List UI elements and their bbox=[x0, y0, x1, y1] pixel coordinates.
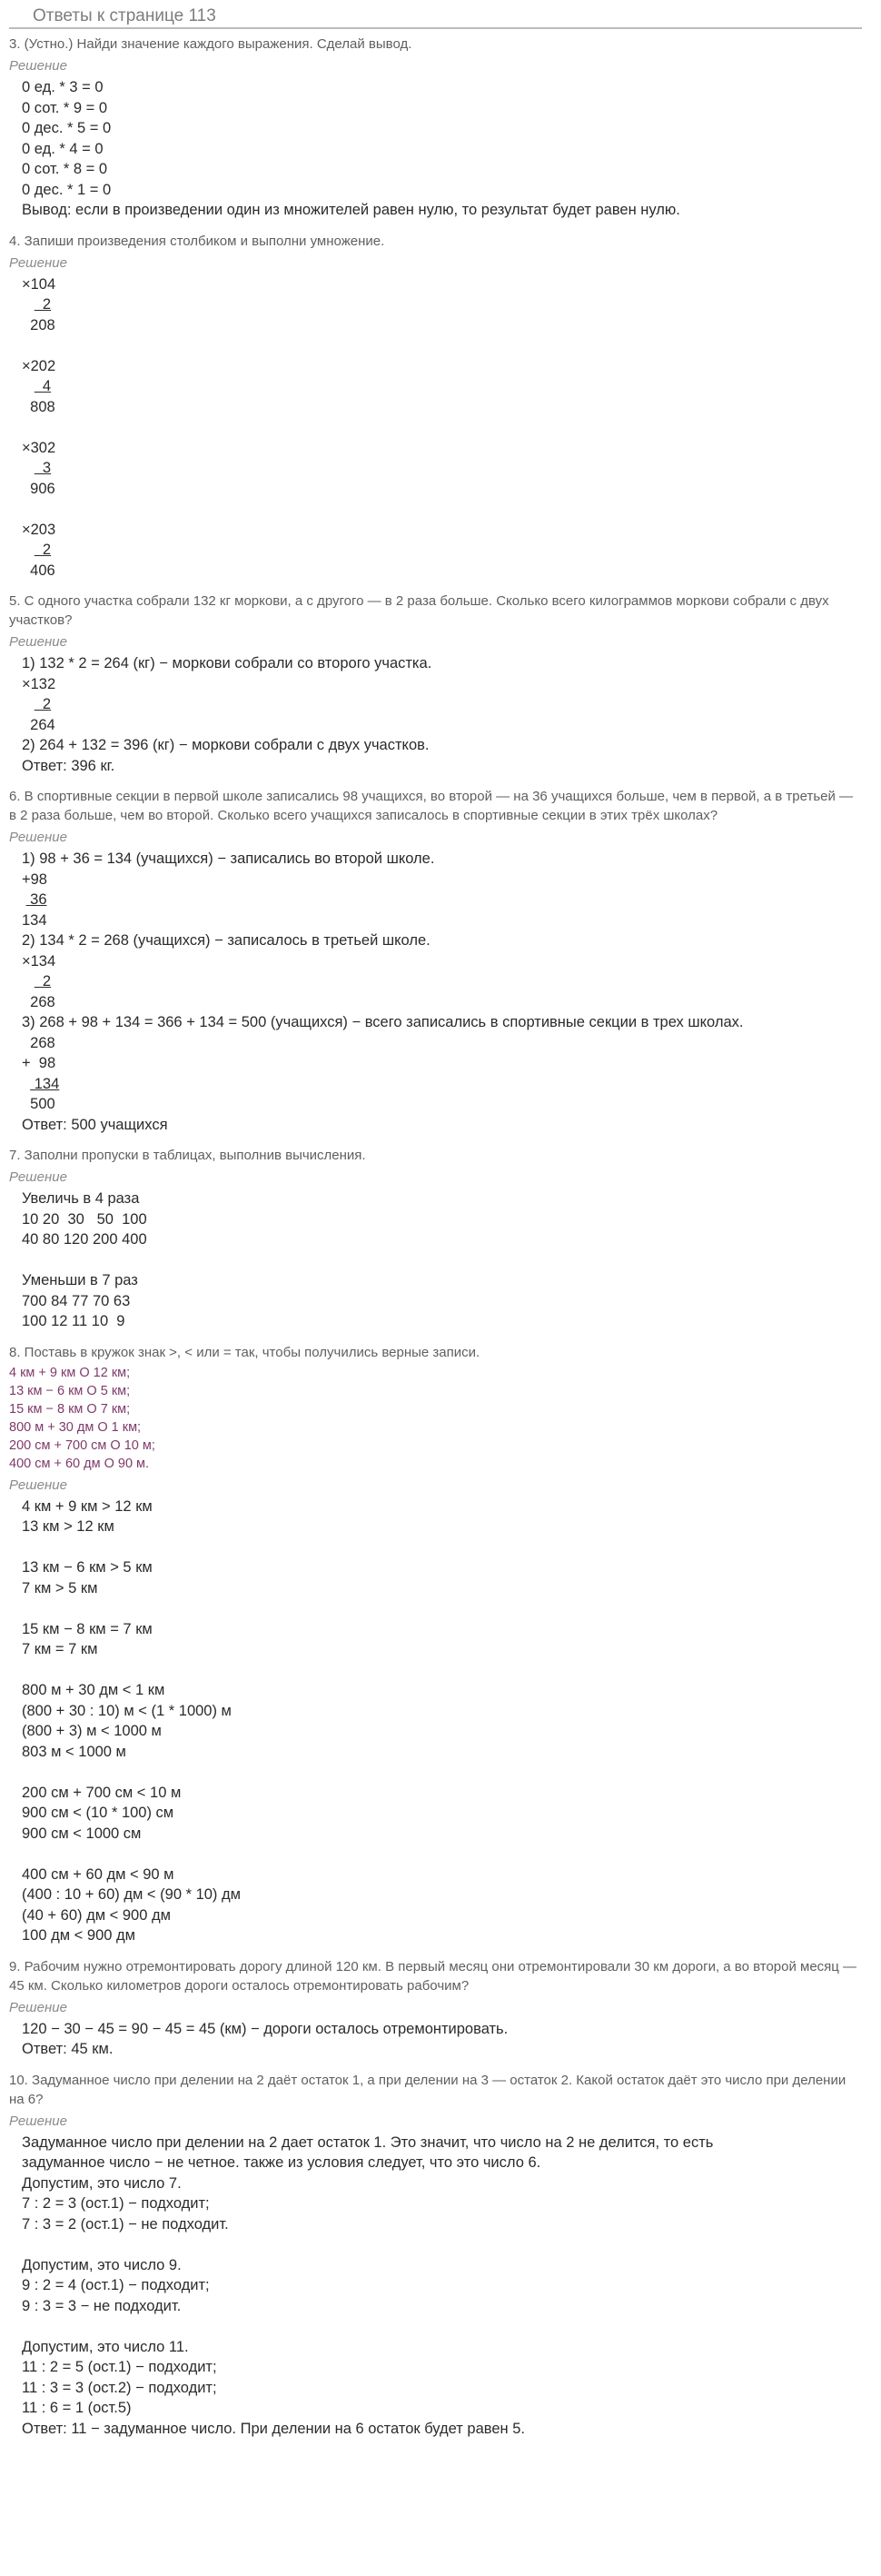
solution-line: 9 : 2 = 4 (ост.1) − подходит; bbox=[22, 2277, 210, 2293]
solution-line: 900 см < 1000 см bbox=[22, 1825, 142, 1842]
solution-line: ×202 bbox=[22, 357, 56, 374]
expression-item: 4 км + 9 км O 12 км; bbox=[9, 1365, 131, 1380]
solution-line bbox=[22, 335, 862, 356]
task-block bbox=[9, 1343, 862, 1946]
solution-line: 0 сот. * 8 = 0 bbox=[22, 161, 108, 177]
solution-line bbox=[22, 1074, 862, 1095]
solution-line bbox=[22, 1844, 862, 1865]
task-question: 8. Поставь в кружок знак >, < или = так, чтобы получились верные записи. bbox=[9, 1344, 480, 1360]
solution-line: 906 bbox=[22, 480, 55, 497]
solution-line: 7 км = 7 км bbox=[22, 1641, 98, 1657]
underlined-operand: 2 bbox=[34, 296, 52, 313]
operand-indent bbox=[22, 973, 35, 990]
solution-line: 100 дм < 900 дм bbox=[22, 1927, 135, 1944]
solution-line: 0 ед. * 3 = 0 bbox=[22, 79, 104, 95]
solution-line: 1) 132 * 2 = 264 (кг) − моркови собрали со второго участка. bbox=[22, 655, 432, 671]
solution-line bbox=[22, 540, 862, 561]
solution-line: 2) 134 * 2 = 268 (учащихся) − записалось в третьей школе. bbox=[22, 932, 431, 949]
solution-line: ×203 bbox=[22, 521, 56, 538]
solution-line bbox=[22, 1762, 862, 1783]
expression-item: 15 км − 8 км O 7 км; bbox=[9, 1401, 131, 1417]
solution-line bbox=[22, 376, 862, 397]
solution-line: Ответ: 45 км. bbox=[22, 2041, 114, 2057]
solution-line: Задуманное число при делении на 2 дает остаток 1. Это значит, что число на 2 не делится, то есть bbox=[22, 2133, 714, 2151]
underlined-operand: 36 bbox=[25, 891, 47, 908]
solution-line: 100 12 11 10 9 bbox=[22, 1313, 125, 1329]
solution-label: Решение bbox=[9, 830, 67, 845]
solution-label: Решение bbox=[9, 2113, 67, 2129]
solution-line bbox=[22, 1537, 862, 1558]
task-question: 5. С одного участка собрали 132 кг моркови, а с другого — в 2 раза больше. Сколько всего килограммов моркови собрали с двух участков? bbox=[9, 593, 829, 628]
solution-body bbox=[9, 77, 862, 221]
solution-line: 803 м < 1000 м bbox=[22, 1743, 126, 1760]
solution-label: Решение bbox=[9, 254, 67, 271]
operand-indent bbox=[22, 1076, 30, 1092]
solution-line: 0 сот. * 9 = 0 bbox=[22, 99, 108, 116]
solution-line: 7 км > 5 км bbox=[22, 1579, 98, 1596]
expression-list bbox=[9, 1364, 862, 1473]
task-question: 9. Рабочим нужно отремонтировать дорогу длиной 120 км. В первый месяц они отремонтировали 30 км дороги, а во второй месяц — 45 км. Сколько километров дороги осталось отремонтировать рабочим? bbox=[9, 1958, 857, 1994]
solution-line: ×132 bbox=[22, 675, 56, 692]
solution-line: 0 дес. * 5 = 0 bbox=[22, 120, 112, 136]
solution-line: 406 bbox=[22, 562, 55, 579]
solution-line: (400 : 10 + 60) дм < (90 * 10) дм bbox=[22, 1886, 241, 1903]
solution-line bbox=[22, 1598, 862, 1619]
solution-line: 7 : 3 = 2 (ост.1) − не подходит. bbox=[22, 2215, 229, 2233]
solution-body bbox=[9, 2019, 862, 2060]
solution-line: 264 bbox=[22, 716, 55, 733]
task-block bbox=[9, 2071, 862, 2440]
solution-line: 0 дес. * 1 = 0 bbox=[22, 181, 112, 198]
task-question: 3. (Устно.) Найди значение каждого выражения. Сделай вывод. bbox=[9, 36, 412, 52]
solution-line: Увеличь в 4 раза bbox=[22, 1190, 140, 1207]
solution-line bbox=[22, 294, 862, 315]
solution-line: 200 см + 700 см < 10 м bbox=[22, 1784, 182, 1801]
solution-line: Вывод: если в произведении один из множителей равен нулю, то результат будет равен нулю. bbox=[22, 202, 680, 218]
page-header bbox=[9, 4, 862, 29]
solution-line: 13 км − 6 км > 5 км bbox=[22, 1559, 153, 1576]
solution-body bbox=[9, 274, 862, 582]
expression-item: 200 см + 700 см O 10 м; bbox=[9, 1437, 155, 1453]
underlined-operand: 2 bbox=[34, 696, 52, 712]
solution-line: задуманное число − не четное. также из условия следует, что это число 6. bbox=[22, 2154, 541, 2171]
solution-line: ×134 bbox=[22, 952, 56, 970]
solution-line: 11 : 3 = 3 (ост.2) − подходит; bbox=[22, 2379, 217, 2396]
solution-line: 4 км + 9 км > 12 км bbox=[22, 1497, 153, 1515]
task-block bbox=[9, 232, 862, 582]
solution-line: ×104 bbox=[22, 275, 56, 293]
solution-line: 800 м + 30 дм < 1 км bbox=[22, 1682, 165, 1698]
solution-line: 500 bbox=[22, 1096, 55, 1112]
solution-line: (800 + 30 : 10) м < (1 * 1000) м bbox=[22, 1702, 232, 1719]
solution-body bbox=[9, 1497, 862, 1946]
solution-line: 808 bbox=[22, 398, 55, 415]
solution-label: Решение bbox=[9, 1169, 67, 1185]
solution-line bbox=[22, 2234, 862, 2255]
expression-item: 13 км − 6 км O 5 км; bbox=[9, 1383, 131, 1398]
solution-line: Допустим, это число 7. bbox=[22, 2174, 182, 2192]
solution-body bbox=[9, 1189, 862, 1332]
solution-line: (800 + 3) м < 1000 м bbox=[22, 1723, 162, 1739]
solution-label: Решение bbox=[9, 58, 67, 74]
solution-line: 9 : 3 = 3 − не подходит. bbox=[22, 2297, 182, 2314]
solution-line: Допустим, это число 11. bbox=[22, 2338, 189, 2355]
operand-indent bbox=[22, 378, 35, 394]
solution-body bbox=[9, 849, 862, 1135]
page-title: Ответы к странице 113 bbox=[33, 6, 216, 25]
solution-line: Ответ: 500 учащихся bbox=[22, 1116, 168, 1133]
solution-line: 11 : 6 = 1 (ост.5) bbox=[22, 2400, 132, 2416]
task-block bbox=[9, 787, 862, 1135]
solution-line: 900 см < (10 * 100) см bbox=[22, 1805, 174, 1821]
solution-line bbox=[22, 458, 862, 479]
task-block bbox=[9, 35, 862, 221]
solution-line bbox=[22, 1250, 862, 1271]
solution-label: Решение bbox=[9, 1999, 67, 2015]
solution-line bbox=[22, 694, 862, 715]
solution-line: Ответ: 11 − задуманное число. При делении на 6 остаток будет равен 5. bbox=[22, 2420, 525, 2437]
solution-line: 268 bbox=[22, 1034, 55, 1051]
solution-line: 268 bbox=[22, 993, 55, 1010]
task-question: 6. В спортивные секции в первой школе записались 98 учащихся, во второй — на 36 учащихся больше, чем в первой, а в третьей — в 2 раза больше, чем во второй. Сколько всего учащихся записалось в спортивные секции в этих трёх школах? bbox=[9, 789, 854, 823]
underlined-operand: 2 bbox=[34, 973, 52, 990]
solution-line: Допустим, это число 9. bbox=[22, 2256, 182, 2273]
solution-line bbox=[22, 1660, 862, 1681]
solution-line: 3) 268 + 98 + 134 = 366 + 134 = 500 (учащихся) − всего записались в спортивные секции в трех школах. bbox=[22, 1014, 744, 1030]
expression-item: 800 м + 30 дм O 1 км; bbox=[9, 1419, 142, 1435]
expression-item: 400 см + 60 дм O 90 м. bbox=[9, 1456, 150, 1471]
solution-line: Ответ: 396 кг. bbox=[22, 757, 115, 774]
operand-indent bbox=[22, 296, 35, 313]
operand-indent bbox=[22, 696, 35, 712]
task-block bbox=[9, 1957, 862, 2060]
underlined-operand: 2 bbox=[34, 542, 52, 558]
solution-line: 7 : 2 = 3 (ост.1) − подходит; bbox=[22, 2195, 210, 2212]
solution-line: 400 см + 60 дм < 90 м bbox=[22, 1865, 174, 1883]
solution-line: 40 80 120 200 400 bbox=[22, 1231, 147, 1248]
operand-indent bbox=[22, 460, 35, 476]
task-question: 7. Заполни пропуски в таблицах, выполнив вычисления. bbox=[9, 1148, 366, 1163]
tasks-container bbox=[9, 35, 862, 2439]
solution-line: 0 ед. * 4 = 0 bbox=[22, 140, 104, 157]
solution-line: 2) 264 + 132 = 396 (кг) − моркови собрали с двух участков. bbox=[22, 737, 430, 753]
solution-body bbox=[9, 2133, 862, 2440]
solution-line: ×302 bbox=[22, 439, 56, 456]
solution-body bbox=[9, 653, 862, 776]
underlined-operand: 3 bbox=[34, 460, 52, 476]
solution-line: 11 : 2 = 5 (ост.1) − подходит; bbox=[22, 2359, 217, 2375]
solution-line: 120 − 30 − 45 = 90 − 45 = 45 (км) − дороги осталось отремонтировать. bbox=[22, 2020, 509, 2037]
task-question: 10. Задуманное число при делении на 2 даёт остаток 1, а при делении на 3 — остаток 2. Какой остаток даёт это число при делении на 6? bbox=[9, 2072, 846, 2107]
solution-line bbox=[22, 971, 862, 992]
solution-line: (40 + 60) дм < 900 дм bbox=[22, 1906, 171, 1924]
solution-line: 208 bbox=[22, 316, 55, 333]
underlined-operand: 134 bbox=[30, 1075, 60, 1092]
underlined-operand: 4 bbox=[34, 378, 52, 394]
solution-line: 13 км > 12 км bbox=[22, 1518, 114, 1535]
solution-label: Решение bbox=[9, 634, 67, 650]
task-block bbox=[9, 592, 862, 776]
solution-line bbox=[22, 499, 862, 520]
solution-line: 700 84 77 70 63 bbox=[22, 1292, 131, 1309]
solution-line: + 98 bbox=[22, 1055, 56, 1071]
task-question: 4. Запиши произведения столбиком и выполни умножение. bbox=[9, 233, 385, 249]
solution-line: Уменьши в 7 раз bbox=[22, 1272, 138, 1288]
operand-indent bbox=[22, 542, 35, 558]
solution-line: 15 км − 8 км = 7 км bbox=[22, 1620, 153, 1637]
task-block bbox=[9, 1146, 862, 1332]
solution-line: 134 bbox=[22, 911, 47, 929]
solution-line bbox=[22, 417, 862, 438]
solution-line bbox=[22, 2316, 862, 2337]
solution-line: 1) 98 + 36 = 134 (учащихся) − записались во второй школе. bbox=[22, 850, 435, 867]
solution-label: Решение bbox=[9, 1477, 67, 1493]
solution-line: +98 bbox=[22, 870, 47, 888]
solution-line bbox=[22, 890, 862, 910]
solution-line: 10 20 30 50 100 bbox=[22, 1210, 147, 1228]
